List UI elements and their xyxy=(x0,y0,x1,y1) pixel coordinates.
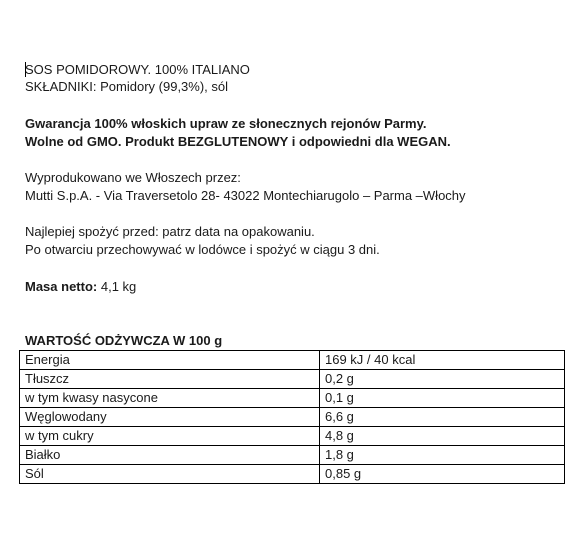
nutrient-value: 0,85 g xyxy=(320,465,565,484)
nutrient-name: Tłuszcz xyxy=(20,370,320,389)
nutrient-value: 1,8 g xyxy=(320,446,565,465)
nutrient-name: w tym cukry xyxy=(20,427,320,446)
table-row xyxy=(20,446,565,465)
nutrient-name: Sól xyxy=(20,465,320,484)
nutrient-value: 4,8 g xyxy=(320,427,565,446)
product-title: SOS POMIDOROWY. 100% ITALIANO xyxy=(25,62,250,77)
nutrient-name: w tym kwasy nasycone xyxy=(20,389,320,408)
nutrient-name: Białko xyxy=(20,446,320,465)
net-mass-label: Masa netto: xyxy=(25,279,98,294)
nutrient-value: 0,2 g xyxy=(320,370,565,389)
ingredients-line: SKŁADNIKI: Pomidory (99,3%), sól xyxy=(25,79,229,94)
table-row xyxy=(20,408,565,427)
nutrient-value: 0,1 g xyxy=(320,389,565,408)
table-row xyxy=(20,351,565,370)
guarantee-line-1: Gwarancja 100% włoskich upraw ze słonecznych rejonów Parmy. xyxy=(25,116,427,131)
producer-line-1: Wyprodukowano we Włoszech przez: xyxy=(25,170,241,185)
producer-line-2: Mutti S.p.A. - Via Traversetolo 28- 43022 Montechiarugolo – Parma –Włochy xyxy=(25,188,466,203)
table-row xyxy=(20,389,565,408)
table-row xyxy=(20,465,565,484)
nutrition-title: WARTOŚĆ ODŻYWCZA W 100 g xyxy=(25,333,223,348)
nutrient-name: Węglowodany xyxy=(20,408,320,427)
storage-line-2: Po otwarciu przechowywać w lodówce i spożyć w ciągu 3 dni. xyxy=(25,242,380,257)
nutrient-value: 6,6 g xyxy=(320,408,565,427)
guarantee-line-2: Wolne od GMO. Produkt BEZGLUTENOWY i odpowiedni dla WEGAN. xyxy=(25,134,451,149)
table-row xyxy=(20,370,565,389)
storage-line-1: Najlepiej spożyć przed: patrz data na opakowaniu. xyxy=(25,224,315,239)
nutrition-table xyxy=(19,350,565,484)
nutrient-name: Energia xyxy=(20,351,320,370)
net-mass xyxy=(25,279,136,295)
table-row xyxy=(20,427,565,446)
nutrient-value: 169 kJ / 40 kcal xyxy=(320,351,565,370)
net-mass-value: 4,1 kg xyxy=(97,279,137,294)
